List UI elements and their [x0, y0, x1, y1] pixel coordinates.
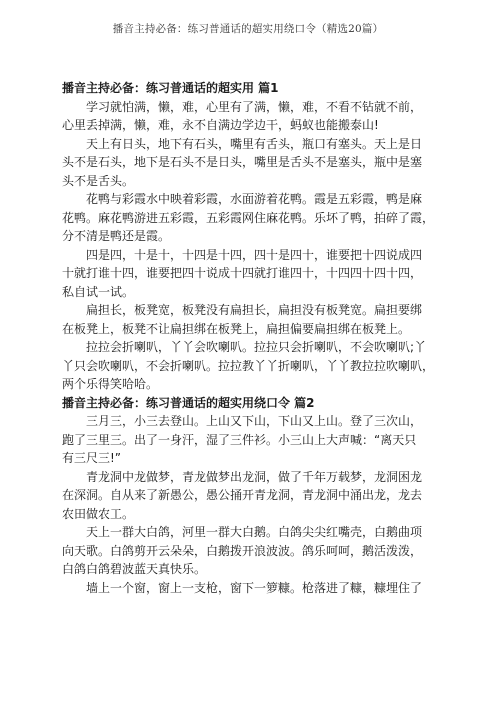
text-line: 扁担长，板凳宽，板凳没有扁担长，扁担没有板凳宽。扁担要绑: [86, 303, 423, 317]
text-line: 头不是舌头。: [62, 173, 135, 188]
text-line: 向天歌。白鸽剪开云朵朵，白鹅拨开浪波波。鸽乐呵呵，鹅活泼泼，: [62, 543, 423, 558]
text-line: 农田做农工。: [62, 506, 135, 521]
text-line: 有三尺三!”: [62, 451, 122, 465]
document-title: 播音主持必备：练习普通话的超实用绕口令（精选20篇）: [112, 23, 384, 35]
text-line: 花鸭与彩霞水中映着彩霞，水面游着花鸭。霞是五彩霞，鸭是麻: [86, 192, 423, 206]
text-line: 天上一群大白鸽，河里一群大白鹅。白鸽尖尖红嘴壳，白鹅曲项: [86, 525, 423, 539]
text-line: 花鸭。麻花鸭游进五彩霞，五彩霞网住麻花鸭。乐坏了鸭，拍碎了霞，: [62, 210, 435, 225]
text-line: 三月三，小三去登山。上山又下山，下山又上山。登了三次山，: [86, 414, 423, 428]
document-body: [62, 79, 442, 597]
text-line: 丫只会吹喇叭，不会折喇叭。拉拉教丫丫折喇叭，丫丫教拉拉吹喇叭，: [62, 358, 435, 373]
text-line: 天上有日头，地下有石头，嘴里有舌头，瓶口有塞头。天上是日: [86, 136, 423, 151]
section-heading: 播音主持必备：练习普通话的超实用 篇1: [62, 81, 279, 95]
text-line: 白鸽白鸽碧波蓝天真快乐。: [62, 562, 207, 576]
text-line: 学习就怕满，懒，难，心里有了满，懒，难，不看不钻就不前，: [86, 99, 423, 114]
text-line: 墙上一个窗，窗上一支枪，窗下一箩糠。枪落进了糠，糠埋住了: [86, 580, 423, 595]
text-line: 四是四，十是十，十四是十四，四十是四十，谁要把十四说成四: [86, 247, 423, 262]
text-line: 两个乐得笑哈哈。: [62, 377, 159, 391]
section-heading: 播音主持必备：练习普通话的超实用绕口令 篇2: [62, 395, 315, 410]
text-line: 分不清是鸭还是霞。: [62, 229, 171, 243]
text-line: 私自试一试。: [62, 284, 135, 299]
text-line: 心里丢掉满，懒，难，永不自满边学边干，蚂蚁也能搬泰山!: [62, 118, 379, 132]
text-line: 头不是石头，地下是石头不是日头，嘴里是舌头不是塞头，瓶中是塞: [62, 155, 423, 169]
text-line: 青龙洞中龙做梦，青龙做梦出龙洞，做了千年万载梦，龙洞困龙: [86, 469, 423, 484]
text-line: 在深洞。自从来了新愚公，愚公捅开青龙洞，青龙洞中涌出龙，龙去: [62, 488, 423, 502]
text-line: 拉拉会折喇叭，丫丫会吹喇叭。拉拉只会折喇叭，不会吹喇叭;丫: [86, 340, 427, 354]
text-line: 十就打谁十四，谁要把四十说成十四就打谁四十，十四四十四十四，: [62, 266, 423, 280]
text-line: 跑了三里三。出了一身汗，湿了三件衫。小三山上大声喊：“离天只: [62, 432, 417, 447]
text-line: 在板凳上，板凳不让扁担绑在板凳上，扁担偏要扁担绑在板凳上。: [62, 321, 411, 336]
